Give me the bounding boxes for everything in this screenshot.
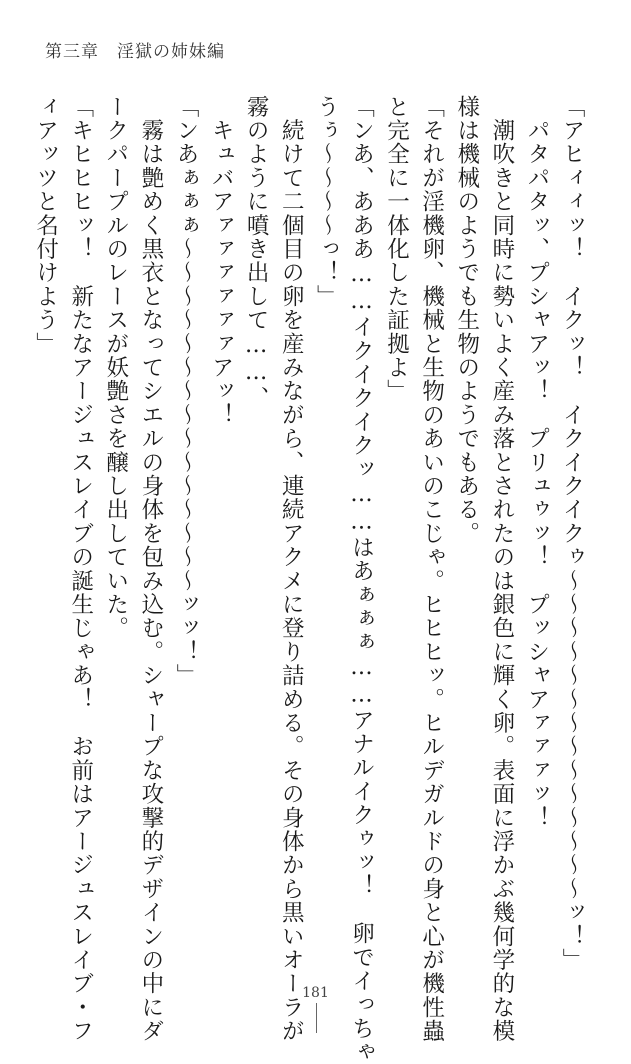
text-line: うぅ～～～～っ！」 [313,95,340,309]
footer-rule [316,1003,317,1033]
text-line: 「ンあぁぁぁ～～～～～～～～～～～～～～～ッッ！」 [172,95,199,688]
text-line: 「ンあ、あああ……イクイクイクッ……はあぁぁぁ……アナルイクゥッ！ 卵でイっちゃ [348,95,375,1064]
text-line: 霧のように噴き出して……、 [243,95,270,411]
text-line: 「キヒヒヒッ！ 新たなアージュスレイブの誕生じゃあ！ お前はアージュスレイブ・フ [67,95,94,1043]
text-line: 様は機械のようでも生物のようでもある。 [453,95,480,546]
page-number: 181 [302,985,329,1001]
text-line: 「アヒィィッ！ イクッ！ イクイクイクゥ～～～～～～～～～～～～～～ッ！」 [559,95,585,972]
text-line: と完全に一体化した証拠よ」 [383,95,410,404]
text-line: 続けて二個目の卵を産みながら、連続アクメに登り詰める。その身体から黒いオーラが [278,95,305,1043]
text-line: ィアッツと名付けよう」 [32,95,59,356]
text-line: キュバアァァァァァァアッ！ [208,95,235,427]
text-line: パタパタッ、プシャアッ！ プリュゥッ！ プッシャアァァァッ！ [523,95,550,830]
text-line: ークパープルのレースが妖艶さを醸し出していた。 [102,95,129,641]
text-line: 潮吹きと同時に勢いよく産み落とされたのは銀色に輝く卵。表面に浮かぶ幾何学的な模 [488,95,515,1044]
text-line: 「それが淫機卵、機械と生物のあいのこじゃ。ヒヒヒッ。ヒルデガルドの身と心が機性蟲 [418,95,445,1043]
text-line: 霧は艶めく黒衣となってシエルの身体を包み込む。シャープな攻撃的デザインの中にダ [137,95,164,1043]
chapter-header: 第三章 淫獄の姉妹編 [45,42,225,62]
